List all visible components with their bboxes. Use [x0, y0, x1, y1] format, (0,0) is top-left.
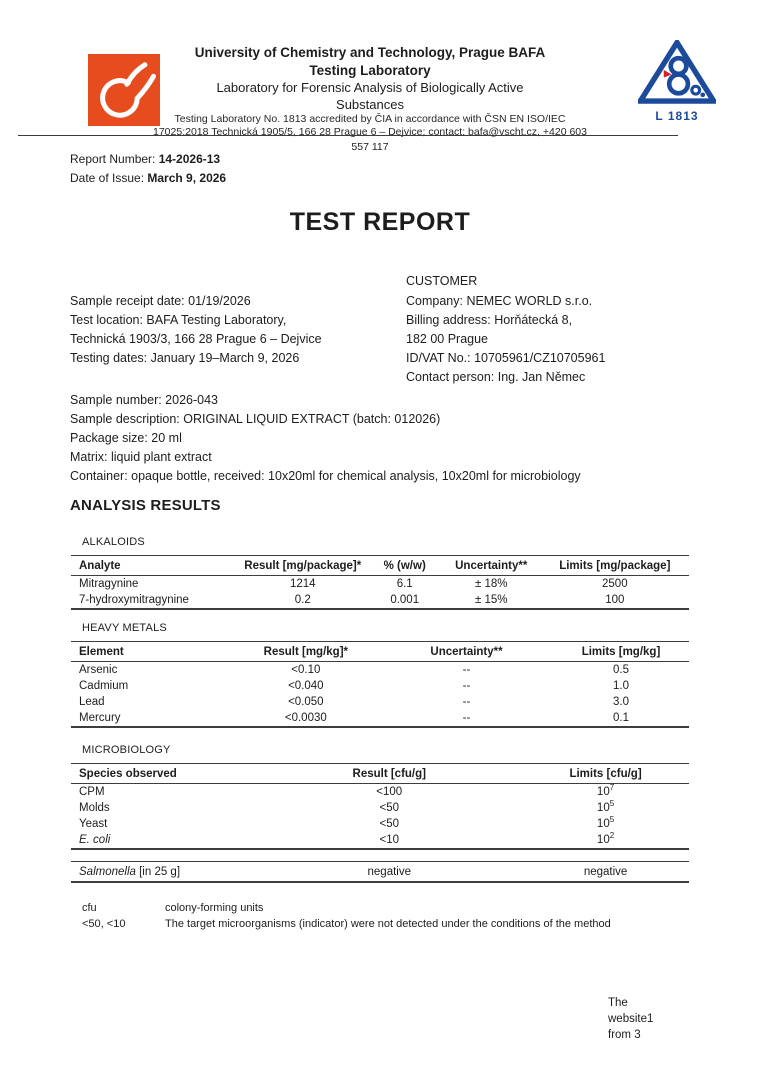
row-label: Lead	[79, 696, 105, 708]
row-value: ± 15%	[474, 594, 508, 606]
row-value: <0.040	[288, 680, 324, 692]
sample-line: Sample number: 2026-043	[70, 393, 219, 407]
result-value: negative	[367, 865, 411, 878]
row-label: 7-hydroxymitragynine	[79, 594, 189, 606]
accreditation-line2: 17025:2018 Technická 1905/5, 166 28 Prague 6 – Dejvice; contact: bafa@vscht.cz, +420 603	[153, 126, 587, 138]
row-value: 0.001	[390, 594, 420, 606]
footnote-row	[82, 901, 611, 917]
footnote-term: cfu	[82, 902, 97, 914]
row-label: Cadmium	[79, 680, 129, 692]
microbiology-section-label: MICROBIOLOGY	[82, 744, 171, 756]
sample-line: Sample description: ORIGINAL LIQUID EXTRACT (batch: 012026)	[70, 412, 441, 426]
customer-line: Contact person: Ing. Jan Němec	[406, 370, 586, 384]
row-value: <0.0030	[284, 712, 327, 724]
customer-line: ID/VAT No.: 10705961/CZ10705961	[406, 351, 606, 365]
info-line: Technická 1903/3, 166 28 Prague 6 – Dejvice	[70, 332, 322, 346]
org-name-line1: University of Chemistry and Technology, Prague BAFA	[194, 45, 546, 60]
table-row	[71, 592, 689, 608]
column-header: Limits [mg/kg]	[581, 645, 661, 658]
heavy-metals-table	[71, 641, 689, 728]
row-value: --	[462, 680, 471, 692]
result-value: <100	[376, 786, 403, 798]
sample-line: Matrix: liquid plant extract	[70, 450, 212, 464]
limit-exponent: 5	[609, 815, 615, 825]
column-header: Result [cfu/g]	[352, 767, 426, 780]
row-value: ± 18%	[474, 578, 508, 590]
cia-mark-number: L 1813	[655, 109, 699, 123]
customer-heading: CUSTOMER	[406, 274, 478, 288]
column-header: Uncertainty**	[430, 645, 503, 658]
limit-exponent: 5	[609, 799, 615, 809]
limit-value: negative	[583, 865, 628, 878]
sample-line: Container: opaque bottle, received: 10x20ml for chemical analysis, 10x20ml for microbiology	[70, 469, 581, 483]
cia-accreditation-logo	[636, 40, 718, 123]
table-row	[71, 832, 689, 848]
header-divider	[18, 135, 678, 136]
customer-block	[406, 292, 605, 387]
page-number-text	[608, 995, 653, 1043]
row-value: 2500	[602, 578, 628, 590]
microbiology-table	[71, 763, 689, 850]
row-label: Mercury	[79, 712, 121, 724]
table-row	[71, 576, 689, 592]
column-header: Limits [mg/package]	[559, 559, 671, 572]
limit-value: $10^2$	[596, 831, 615, 846]
alkaloids-section-label: ALKALOIDS	[82, 536, 145, 548]
accreditation-line3: 557 117	[351, 141, 389, 153]
result-value: <50	[379, 818, 400, 830]
species-name: Salmonella [in 25 g]	[79, 865, 181, 878]
cia-triangle-icon	[638, 40, 716, 106]
row-value: 1.0	[612, 680, 629, 692]
lab-name-line2: Substances	[336, 97, 404, 112]
sample-info-block	[70, 391, 581, 486]
table-row	[71, 816, 689, 832]
test-info-block	[70, 292, 322, 368]
table-row	[71, 678, 689, 694]
footer-line: website1	[608, 1013, 654, 1025]
customer-line: Billing address: Horňátecká 8,	[406, 313, 573, 327]
footnotes	[82, 901, 611, 932]
page-title: TEST REPORT	[289, 208, 471, 236]
info-line: Test location: BAFA Testing Laboratory,	[70, 313, 287, 327]
row-value: <0.050	[288, 696, 324, 708]
info-line: Testing dates: January 19–March 9, 2026	[70, 351, 300, 365]
limit-value: $10^5$	[596, 815, 615, 830]
heavy-metals-section-label: HEAVY METALS	[82, 622, 167, 634]
column-header: Limits [cfu/g]	[569, 767, 642, 780]
species-name: Yeast	[79, 818, 108, 830]
row-value: 0.1	[612, 712, 629, 724]
column-header: Result [mg/kg]*	[263, 645, 348, 658]
footnote-definition: The target microorganisms (indicator) were not detected under the conditions of the method	[165, 917, 611, 930]
row-label: Arsenic	[79, 664, 118, 676]
row-value: 6.1	[396, 578, 413, 590]
footer-line: from 3	[608, 1029, 641, 1041]
limit-exponent: 2	[609, 831, 615, 841]
footer-line: The	[608, 997, 628, 1009]
row-value: 0.2	[294, 594, 311, 606]
row-value: 1214	[289, 578, 316, 590]
table-row	[71, 694, 689, 710]
species-name: Molds	[79, 802, 110, 814]
column-header: % (w/w)	[383, 559, 426, 572]
column-header: Uncertainty**	[455, 559, 528, 572]
letterhead	[135, 44, 605, 139]
row-value: --	[462, 712, 471, 724]
column-header: Result [mg/package]*	[244, 559, 362, 572]
column-header: Element	[79, 645, 124, 658]
table-header-row	[71, 556, 689, 576]
report-number: Report Number: 14-2026-13	[70, 152, 221, 166]
table-header-row	[71, 764, 689, 784]
sample-line: Package size: 20 ml	[70, 431, 182, 445]
species-name: E. coli	[79, 834, 111, 846]
org-name-line2: Testing Laboratory	[309, 62, 431, 78]
table-row	[71, 710, 689, 726]
lab-name-line1: Laboratory for Forensic Analysis of Biologically Active	[216, 80, 524, 95]
result-value: <50	[379, 802, 400, 814]
row-label: Mitragynine	[79, 578, 139, 590]
alkaloids-table	[71, 555, 689, 610]
info-line: Sample receipt date: 01/19/2026	[70, 294, 251, 308]
limit-value: $10^5$	[596, 799, 615, 814]
table-row	[71, 800, 689, 816]
accreditation-line1: Testing Laboratory No. 1813 accredited by ČIA in accordance with ČSN EN ISO/IEC	[174, 113, 566, 125]
customer-line: 182 00 Prague	[406, 332, 489, 346]
footnote-definition: colony-forming units	[165, 902, 264, 914]
table-header-row	[71, 642, 689, 662]
row-value: 100	[605, 594, 625, 606]
species-name: CPM	[79, 786, 105, 798]
footnote-term: <50, <10	[82, 917, 126, 930]
table-row	[71, 784, 689, 800]
analysis-results-heading: ANALYSIS RESULTS	[70, 497, 221, 514]
table-row	[71, 862, 689, 881]
result-value: <10	[379, 834, 400, 846]
salmonella-table	[71, 861, 689, 883]
date-of-issue: Date of Issue: March 9, 2026	[70, 171, 227, 185]
row-value: <0.10	[291, 664, 321, 676]
report-meta	[70, 150, 226, 188]
species-name-italic: Salmonella	[79, 865, 136, 878]
row-value: --	[462, 696, 471, 708]
table-row	[71, 662, 689, 678]
row-value: --	[462, 664, 471, 676]
limit-value: $10^7$	[596, 783, 615, 798]
row-value: 3.0	[612, 696, 629, 708]
footnote-row	[82, 917, 611, 933]
column-header: Species observed	[79, 767, 177, 780]
limit-exponent: 7	[609, 783, 615, 793]
customer-line: Company: NEMEC WORLD s.r.o.	[406, 294, 593, 308]
row-value: 0.5	[612, 664, 629, 676]
column-header: Analyte	[79, 559, 121, 572]
